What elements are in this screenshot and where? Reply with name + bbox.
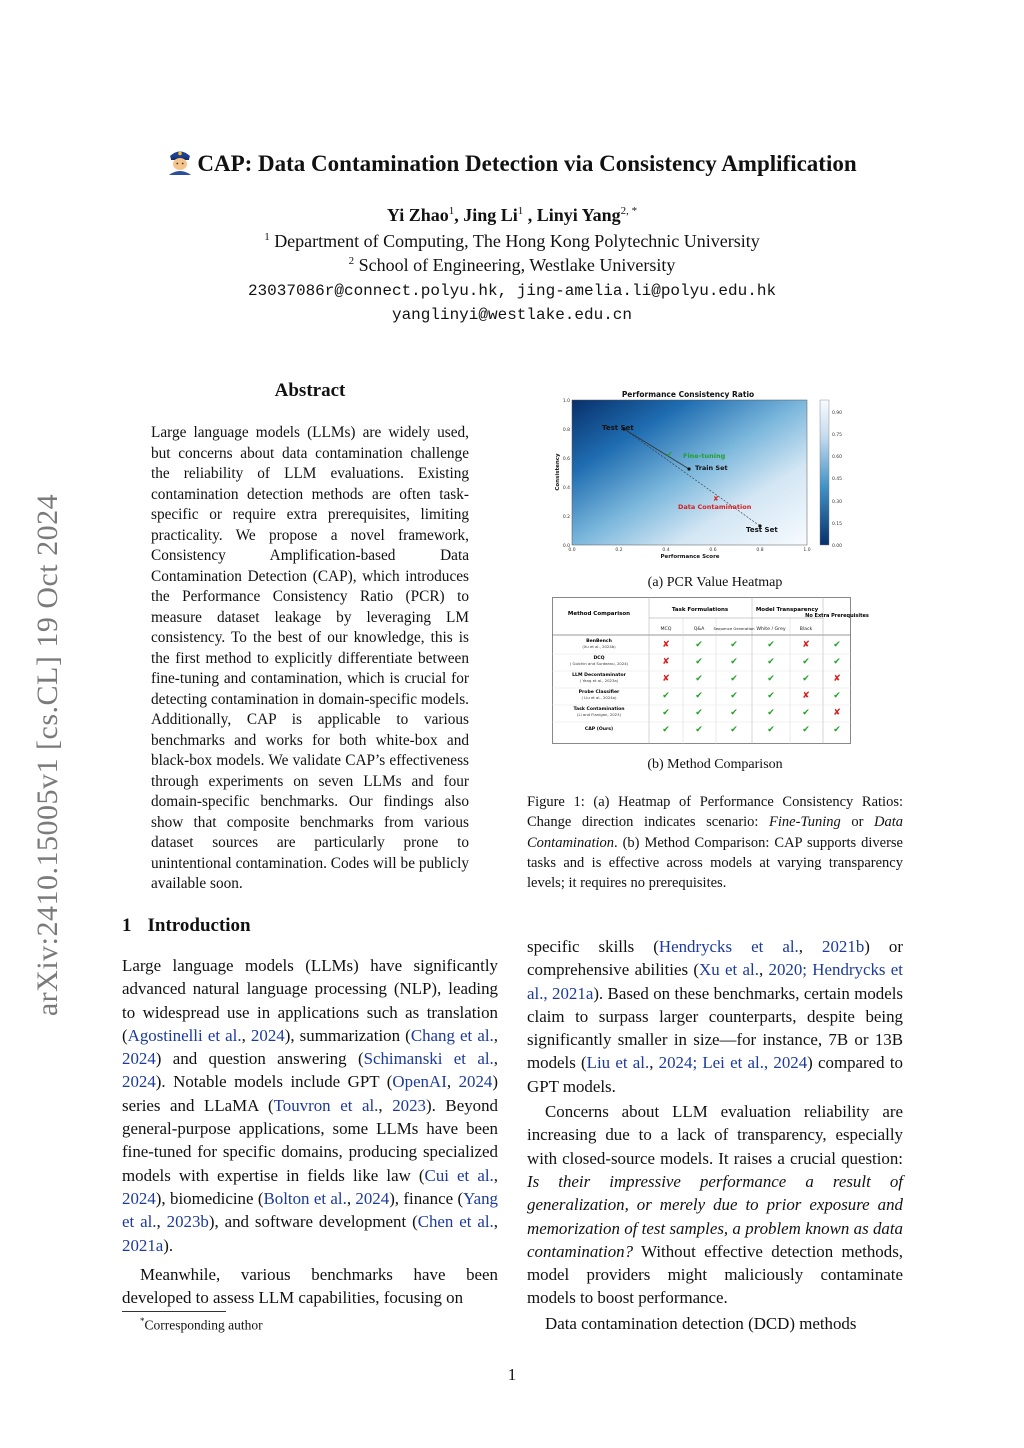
check-icon: ✔	[695, 640, 703, 650]
citation-link[interactable]: Touvron et al., 2023	[273, 1095, 426, 1115]
paragraph	[527, 935, 903, 1098]
police-officer-icon	[167, 147, 193, 175]
y-tick: 0.6	[562, 457, 570, 462]
check-icon: ✔	[695, 691, 703, 701]
text-run: ) or comprehensive abilities (	[527, 937, 904, 980]
method-citation: ( Liu et al., 2024a)	[581, 695, 617, 700]
method-name: DCQ	[593, 656, 605, 661]
cross-icon: ✘	[662, 657, 670, 667]
figcap-em: Data Contamination	[527, 814, 903, 851]
method-citation: (Li and Flanigan, 2023)	[577, 712, 621, 717]
check-icon: ✔	[767, 708, 775, 718]
colorbar-tick: 0.75	[832, 433, 843, 438]
citation-link[interactable]: OpenAI, 2024	[392, 1072, 493, 1092]
footnote-mark: *	[140, 1316, 145, 1326]
paragraph	[122, 954, 498, 1257]
label-fine-tuning: Fine-tuning	[683, 452, 726, 460]
colorbar-tick: 0.00	[832, 544, 843, 549]
caption-b: (b) Method Comparison	[647, 757, 783, 772]
check-icon: ✔	[802, 708, 810, 718]
col-extra-header: No Extra Prerequisites	[805, 613, 869, 619]
pcr-heatmap	[550, 386, 850, 564]
check-icon: ✔	[695, 674, 703, 684]
check-icon: ✔	[695, 708, 703, 718]
check-icon: ✔	[767, 725, 775, 735]
text-run: ).	[163, 1235, 174, 1255]
method-citation: ( Golchin and Surdeanu, 2024)	[569, 661, 629, 666]
author-list: Yi Zhao$^1$, Jing Li$^1$ , Linyi Yang$^{2, *}$	[386, 205, 638, 225]
citation-link[interactable]: Schimanski et al., 2024	[122, 1049, 499, 1092]
arxiv-stamp	[8, 455, 88, 1055]
text-run: specific skills (	[527, 937, 659, 956]
text-run: ). Beyond general-purpose applications, some LLMs have been fine-tuned for specific domains, producing specialized models with expertise in fields like law (	[122, 1095, 498, 1185]
check-icon: ✔	[833, 640, 841, 650]
check-icon: ✔	[730, 708, 738, 718]
text-run: Concerns about LLM evaluation reliability are increasing due to a lack of transparency, especially with closed-source models. It raises a crucial question:	[527, 1102, 903, 1168]
method-citation: (Xu et al., 2024b)	[582, 644, 616, 649]
check-icon: ✔	[833, 691, 841, 701]
x-tick: 0.8	[756, 548, 764, 553]
check-icon: ✔	[730, 674, 738, 684]
y-tick: 0.4	[562, 486, 570, 491]
col-method-header	[568, 611, 630, 617]
method-name: LLM Decontaminator	[572, 673, 626, 678]
x-tick: 0.0	[568, 548, 576, 553]
paragraph: Meanwhile, various benchmarks have been developed to assess LLM capabilities, focusing on	[122, 1264, 498, 1308]
author-affil-mark: 1	[448, 205, 455, 217]
text-run: Large language models (LLMs) have significantly advanced natural language processing (NLP), leading to widespread use in applications such as translation (	[122, 956, 498, 1045]
colorbar-tick: 0.15	[832, 522, 843, 527]
citation-link[interactable]: Chen et al., 2021a	[122, 1212, 498, 1255]
citation-link[interactable]: Cui et al., 2024	[122, 1165, 498, 1208]
method-citation: ( Yang et al., 2023a)	[579, 678, 619, 683]
affil-mark: 1	[264, 231, 270, 243]
text-run: ), finance (	[389, 1188, 464, 1208]
cross-icon: ✘	[662, 674, 670, 684]
citation-link[interactable]: Xu et al., 2020; Hendrycks et al., 2021a	[527, 960, 903, 1003]
check-icon: ✔	[767, 657, 775, 667]
train-set-point	[687, 467, 690, 470]
group-model-header: Model Transparency	[755, 607, 819, 613]
colorbar-tick: 0.60	[832, 455, 843, 460]
citation-link[interactable]: Yang et al., 2023b	[122, 1188, 498, 1232]
method-name: BenBench	[586, 639, 612, 644]
figcap-em: Fine-Tuning	[769, 814, 841, 831]
text-run: ), biomedicine (	[155, 1188, 264, 1208]
check-icon: ✔	[802, 725, 810, 735]
check-icon: ✔	[767, 674, 775, 684]
colorbar-tick: 0.45	[832, 477, 843, 482]
text-run: ), summarization (	[284, 1025, 411, 1045]
citation-link[interactable]: Liu et al., 2024; Lei et al., 2024	[586, 1053, 808, 1073]
author-name: Jing Li	[463, 205, 518, 225]
method-name: Probe Classifier	[578, 690, 620, 695]
figure-caption	[527, 792, 903, 893]
affil-mark: 2	[348, 255, 355, 267]
check-icon: ✔	[730, 657, 738, 667]
email-line-2[interactable]: yanglinyi@westlake.edu.cn	[391, 306, 633, 324]
citation-link[interactable]: Agostinelli et al., 2024	[127, 1025, 285, 1045]
check-icon: ✔	[767, 640, 775, 650]
paper-title	[0, 147, 1024, 177]
y-tick: 0.0	[562, 544, 570, 549]
author-name: Linyi Yang	[536, 205, 621, 225]
section-title: Introduction	[147, 915, 251, 936]
colorbar	[820, 400, 829, 545]
author-name: Yi Zhao	[386, 205, 449, 225]
text-run: ), and software development (	[208, 1212, 418, 1232]
text-run: ). Notable models include GPT (	[155, 1072, 393, 1092]
x-tick: 0.6	[709, 548, 717, 553]
text-run: ) and question answering (	[155, 1049, 364, 1069]
page-number: 1	[507, 1365, 517, 1384]
footnote-text: Corresponding author	[144, 1317, 263, 1333]
label-train-set: Train Set	[695, 464, 728, 472]
paragraph: Data contamination detection (DCD) methods	[545, 1313, 857, 1333]
affil-text: School of Engineering, Westlake University	[358, 255, 676, 275]
caption-a: (a) PCR Value Heatmap	[647, 575, 783, 590]
x-axis-label: Performance Score	[660, 554, 720, 560]
affiliation-2	[0, 255, 1024, 276]
colorbar-tick: 0.90	[832, 411, 843, 416]
text-run: ). Based on these benchmarks, certain models claim to surpass larger counterparts, despite being significantly smaller in size—for instance, 7B or 13B models (	[527, 983, 903, 1073]
title-text: CAP: Data Contamination Detection via Consistency Amplification	[197, 151, 857, 176]
check-icon: ✔	[730, 691, 738, 701]
emphasis-question: Is their impressive performance a result of generalization, or merely due to prior exposure and memorization of test samples, a problem known as data contamination?	[527, 1171, 903, 1261]
author-affil-mark: 1	[517, 205, 524, 217]
cross-icon: ✘	[833, 674, 841, 684]
group-task-header: Task Formulations	[671, 607, 729, 613]
method-name: CAP (Ours)	[584, 727, 614, 732]
citation-link[interactable]: Chang et al., 2024	[122, 1025, 499, 1069]
check-icon: ✔	[695, 725, 703, 735]
abstract-heading: Abstract	[274, 380, 346, 401]
check-icon: ✔	[662, 691, 670, 701]
text-run: Without effective detection methods, model providers might maliciously contaminate models to boost performance.	[527, 1241, 903, 1308]
col-method-label: Method Comparison	[567, 611, 631, 617]
affil-text: Department of Computing, The Hong Kong Polytechnic University	[274, 231, 760, 251]
y-axis-label: Consistency	[555, 453, 561, 491]
figcap-part: . (b) Method Comparison: CAP supports diverse tasks and is effective across models at varying transparency levels; it requires no prerequisites.	[527, 834, 903, 892]
sub-col-white: White / Grey	[756, 627, 786, 632]
cross-icon: ✘	[802, 691, 810, 701]
cross-icon: ✘	[713, 495, 719, 503]
cross-icon: ✘	[662, 640, 670, 650]
check-icon: ✔	[833, 725, 841, 735]
sub-col-black: Black	[799, 627, 813, 632]
right-column-body	[527, 935, 903, 1335]
method-name: Task Contamination	[573, 707, 625, 712]
label-test-set-bottom: Test Set	[746, 526, 778, 534]
x-tick: 0.2	[615, 548, 623, 553]
footnote-rule	[122, 1311, 226, 1312]
figcap-part: or	[840, 814, 874, 831]
left-column-body	[122, 954, 498, 1309]
x-tick: 0.4	[662, 548, 670, 553]
sub-col-qa: Q&A	[693, 627, 705, 632]
y-tick: 0.8	[562, 428, 570, 433]
check-icon: ✔	[695, 657, 703, 667]
sub-col-mcq: MCQ	[660, 627, 672, 632]
cross-icon: ✘	[833, 708, 841, 718]
label-data-contamination: Data Contamination	[678, 503, 752, 511]
author-affil-mark: 2, *	[620, 205, 638, 217]
citation-link[interactable]: Bolton et al., 2024	[263, 1188, 390, 1208]
section-number: 1	[122, 915, 132, 936]
section-heading-introduction	[122, 915, 251, 937]
figcap-part: Figure 1: (a) Heatmap of Performance Consistency Ratios: Change direction indicates scenario:	[527, 794, 903, 831]
check-icon: ✔	[833, 657, 841, 667]
cross-icon: ✘	[802, 640, 810, 650]
y-tick: 1.0	[562, 399, 570, 404]
check-icon: ✔	[767, 691, 775, 701]
colorbar-tick: 0.30	[832, 500, 843, 505]
sub-col-seq: Sequence Generation	[713, 626, 755, 631]
x-tick: 1.0	[803, 548, 811, 553]
email-line-1[interactable]: 23037086r@connect.polyu.hk, jing-amelia.li@polyu.edu.hk	[247, 282, 777, 300]
check-icon: ✔	[730, 725, 738, 735]
abstract-text: Large language models (LLMs) are widely used, but concerns about data contamination challenge the reliability of LLM evaluations. Existing contamination detection methods are often task-specific or require extra prerequisites, limiting practicality. We propose a novel framework, Consistency Amplification-based Data Contamination Detection (CAP), which introduces the Performance Consistency Ratio (PCR) to measure dataset leakage by leveraging LM consistency. To the best of our knowledge, this is the first method to explicitly differentiate between fine-tuning and contamination, which is crucial for detecting contamination in domain-specific models. Additionally, CAP is applicable to various benchmarks and works for both white-box and black-box models. We validate CAP’s effectiveness through experiments on seven LLMs and four domain-specific benchmarks. Our findings also show that composite benchmarks from various dataset sources are particularly prone to unintentional contamination. Codes will be publicly available soon.	[151, 424, 469, 892]
affiliation-1	[0, 231, 1024, 252]
label-test-set-top: Test Set	[602, 424, 634, 432]
check-icon: ✔	[662, 725, 670, 735]
check-icon: ✔	[662, 708, 670, 718]
text-run: ) series and LLaMA (	[122, 1072, 498, 1115]
method-comparison-table	[552, 597, 869, 745]
arxiv-stamp-text: arXiv:2410.15005v1 [cs.CL] 19 Oct 2024	[31, 493, 64, 1017]
check-icon: ✔	[802, 674, 810, 684]
footnote	[140, 1316, 263, 1334]
check-icon: ✔	[802, 657, 810, 667]
heatmap-plot-area	[572, 400, 807, 545]
text-run: ) compared to GPT models.	[527, 1053, 903, 1096]
check-icon: ✔	[730, 640, 738, 650]
heatmap-title: Performance Consistency Ratio	[621, 390, 755, 399]
citation-link[interactable]: Hendrycks et al., 2021b	[658, 937, 865, 956]
check-icon: ✔	[666, 450, 673, 459]
y-tick: 0.2	[562, 515, 570, 520]
paragraph	[527, 1100, 903, 1310]
